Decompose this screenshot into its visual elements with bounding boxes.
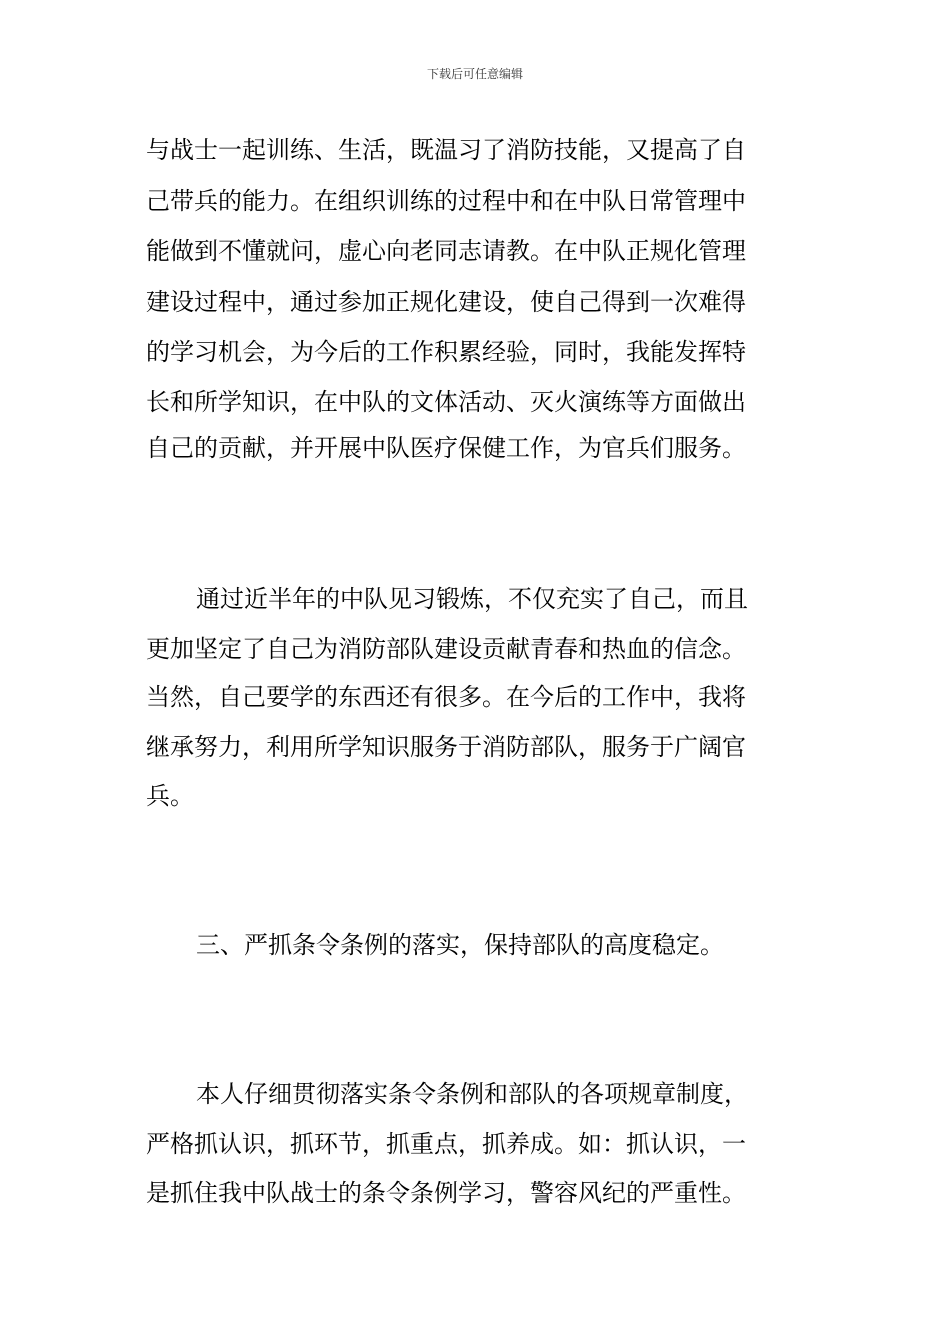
paragraph-1-line: 己带兵的能力。在组织训练的过程中和在中队日常管理中	[146, 187, 746, 215]
paragraph-1-line: 自己的贡献，并开展中队医疗保健工作，为官兵们服务。	[146, 434, 746, 462]
paragraph-2-line: 当然，自己要学的东西还有很多。在今后的工作中，我将	[146, 683, 746, 711]
paragraph-3-line: 严格抓认识，抓环节，抓重点，抓养成。如：抓认识，一	[146, 1130, 746, 1158]
paragraph-2-line: 更加坚定了自己为消防部队建设贡献青春和热血的信念。	[146, 635, 746, 663]
paragraph-3-line: 是抓住我中队战士的条令条例学习，警容风纪的严重性。	[146, 1179, 746, 1207]
paragraph-2-line: 继承努力，利用所学知识服务于消防部队，服务于广阔官	[146, 733, 746, 761]
paragraph-1-line: 长和所学知识，在中队的文体活动、灭火演练等方面做出	[146, 388, 746, 416]
paragraph-3-line: 本人仔细贯彻落实条令条例和部队的各项规章制度，	[196, 1080, 748, 1108]
paragraph-1-line: 的学习机会，为今后的工作积累经验，同时，我能发挥特	[146, 338, 746, 366]
paragraph-2-line: 兵。	[146, 782, 194, 810]
paragraph-1-line: 与战士一起训练、生活，既温习了消防技能，又提高了自	[146, 136, 746, 164]
paragraph-2-line: 通过近半年的中队见习锻炼，不仅充实了自己，而且	[196, 585, 748, 613]
paragraph-1-line: 能做到不懂就问，虚心向老同志请教。在中队正规化管理	[146, 237, 746, 265]
paragraph-1-line: 建设过程中，通过参加正规化建设，使自己得到一次难得	[146, 288, 746, 316]
section-heading: 三、严抓条令条例的落实，保持部队的高度稳定。	[196, 931, 724, 959]
page-header: 下载后可任意编辑	[426, 67, 523, 81]
